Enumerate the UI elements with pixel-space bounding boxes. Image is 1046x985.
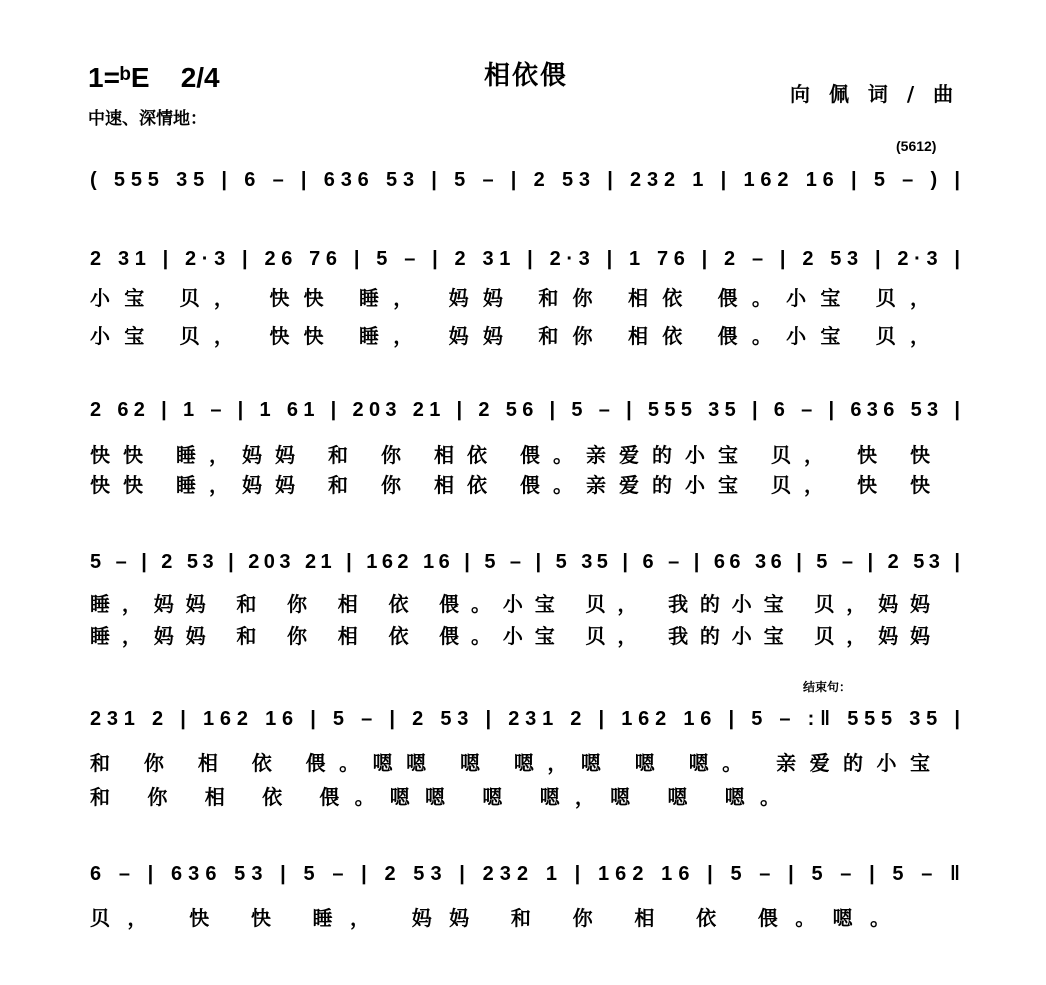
lyric-line: 小宝 贝， 快快 睡， 妈妈 和你 相依 偎。小宝 贝， xyxy=(90,324,930,348)
score-line xyxy=(90,863,960,930)
notation-line: 2 62 | 1 – | 1 61 | 203 21 | 2 56 | 5 – | 555 35 | 6 – | 636 53 | xyxy=(90,399,960,421)
score-line xyxy=(90,551,960,648)
notation-line: 231 2 | 162 16 | 5 – | 2 53 | 231 2 | 162 16 | 5 – :‖ 555 35 | xyxy=(90,708,960,730)
lyric-line: 快快 睡，妈妈 和 你 相依 偎。亲爱的小宝 贝， 快 快 xyxy=(90,473,931,497)
lyric-line: 和 你 相 依 偎。嗯嗯 嗯 嗯，嗯 嗯 嗯。 xyxy=(90,785,780,809)
ending-label: 结束句： xyxy=(803,680,852,694)
song-title: 相依偎 xyxy=(484,61,569,91)
notation-line: 5 – | 2 53 | 203 21 | 162 16 | 5 – | 5 35 | 6 – | 66 36 | 5 – | 2 53 | xyxy=(90,551,960,573)
time-signature: 2/4 xyxy=(180,62,220,93)
lyric-line: 睡，妈妈 和 你 相 依 偎。小宝 贝， 我的小宝 贝，妈妈 xyxy=(90,592,931,616)
key-signature: 1=ᵇE xyxy=(88,62,150,93)
lyric-line: 快快 睡，妈妈 和 你 相依 偎。亲爱的小宝 贝， 快 快 xyxy=(90,443,931,467)
lyric-line: 贝， 快 快 睡， 妈妈 和 你 相 依 偎。嗯。 xyxy=(90,906,890,930)
notation-line: ( 555 35 | 6 – | 636 53 | 5 – | 2 53 | 232 1 | 162 16 | 5 – ) | xyxy=(90,169,961,191)
intro-pickup-note: (5612) xyxy=(896,138,937,154)
tempo-marking: 中速、深情地： xyxy=(88,109,207,129)
score-line xyxy=(90,399,960,497)
lyric-line: 小宝 贝， 快快 睡， 妈妈 和你 相依 偎。小宝 贝， xyxy=(90,286,930,310)
credits: 向 佩 词 / 曲 xyxy=(790,82,960,106)
score-line xyxy=(90,169,960,191)
lyric-line: 和 你 相 依 偎。嗯嗯 嗯 嗯，嗯 嗯 嗯。 亲爱的小宝 xyxy=(90,751,931,775)
score-line xyxy=(90,248,960,348)
score-line xyxy=(90,708,960,809)
lyric-line: 睡，妈妈 和 你 相 依 偎。小宝 贝， 我的小宝 贝，妈妈 xyxy=(90,624,931,648)
notation-line: 6 – | 636 53 | 5 – | 2 53 | 232 1 | 162 16 | 5 – | 5 – | 5 – ‖ xyxy=(90,863,960,885)
notation-line: 2 31 | 2·3 | 26 76 | 5 – | 2 31 | 2·3 | 1 76 | 2 – | 2 53 | 2·3 | xyxy=(90,248,960,270)
